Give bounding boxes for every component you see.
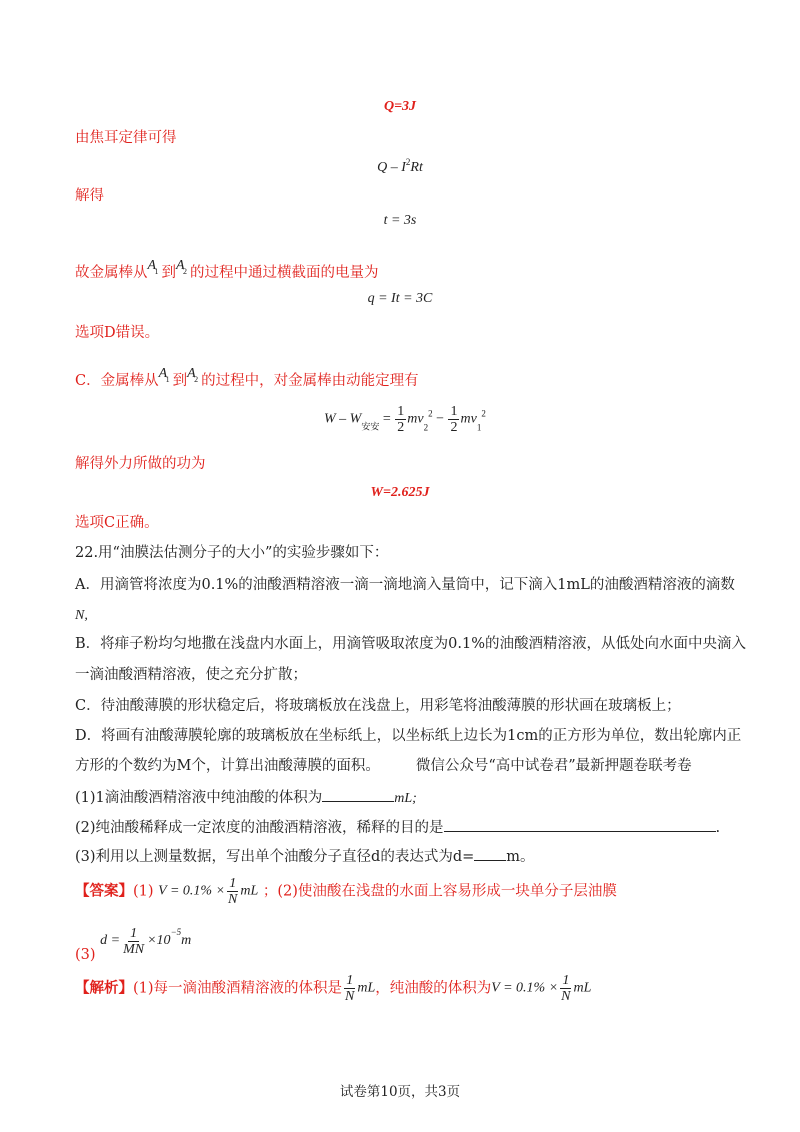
analysis-fraction-2: $\frac{1}{N}$ <box>561 973 571 1004</box>
page-footer: 试卷第10页，共3页 <box>339 1084 461 1100</box>
step-d-line2: 方形的个数约为M个，计算出油酸薄膜的面积。 微信公众号“高中试卷君”最新押题卷联考卷 <box>75 758 692 774</box>
step-b-line1: B．将痱子粉均匀地撒在浅盘内水面上，用滴管吸取浓度为0.1%的油酸酒精溶液，从低处向水面中央滴入 <box>75 636 746 652</box>
sub-question-1: (1)1滴油酸酒精溶液中纯油酸的体积为 mL; <box>75 787 417 809</box>
answer-line-1: 【答案】(1) V = 0.1% × $\frac{1}{N}$ mL ；(2)使油酸在浅盘的水面上容易形成一块单分子层油膜 <box>75 876 617 907</box>
answer-tag: 【答案】 <box>75 882 133 900</box>
blank-2[interactable] <box>444 817 716 832</box>
analysis-fraction-1: $\frac{1}{N}$ <box>345 973 355 1004</box>
sub-question-3: (3)利用以上测量数据，写出单个油酸分子直径d的表达式为d= m。 <box>75 846 535 867</box>
fraction-half-1: $\frac{1}{2}$ <box>397 404 405 435</box>
symbol-a2-c: A 2 <box>187 366 199 384</box>
text-option-c: 选项C正确。 <box>75 515 159 531</box>
question-intro: 22.用“油膜法估测分子的大小”的实验步骤如下： <box>75 545 389 561</box>
equation-w-value: W=2.625J <box>370 485 430 500</box>
equation-joule: Q – $I^2Rt$ <box>377 157 423 175</box>
text-jiede-1: 解得 <box>75 188 104 204</box>
answer-d-fraction: $\frac{1}{MN}$ <box>123 925 145 957</box>
blank-1[interactable] <box>322 787 394 802</box>
analysis-tag: 【解析】 <box>75 979 133 997</box>
text-option-c-process: C．金属棒从A 1 到A 2 的过程中，对金属棒由动能定理有 <box>75 366 419 389</box>
step-d-line1: D．将画有油酸薄膜轮廓的玻璃板放在坐标纸上，以坐标纸上边长为1cm的正方形为单位，数出轮廓内正 <box>75 728 742 744</box>
sub-question-2: (2)纯油酸稀释成一定浓度的油酸酒精溶液，稀释的目的是 . <box>75 817 720 838</box>
step-c-line1: C．待油酸薄膜的形状稳定后，将玻璃板放在浅盘上，用彩笔将油酸薄膜的形状画在玻璃板上； <box>75 698 681 714</box>
step-a-line1: A．用滴管将浓度为0.1%的油酸酒精溶液一滴一滴地滴入量筒中，记下滴入1mL的油酸酒精溶液的滴数 <box>75 577 735 593</box>
equation-t: t = 3s <box>383 213 417 228</box>
text-jiede-2: 解得外力所做的功为 <box>75 456 206 472</box>
step-a-line2: N, <box>75 608 88 623</box>
equation-q-charge: q = It = 3C <box>367 291 433 306</box>
equation-q-3j: Q=3J <box>383 99 417 114</box>
fraction-half-2: $\frac{1}{2}$ <box>450 404 458 435</box>
wechat-note: 微信公众号“高中试卷君”最新押题卷联考卷 <box>415 758 692 774</box>
equation-work-energy: W – $W_{安安}$ = $\frac{1}{2}$ $mv_2^2$ − $\frac{1}{2}$ $mv_1^2$ <box>324 404 486 435</box>
analysis-line: 【解析】(1)每一滴油酸酒精溶液的体积是 $\frac{1}{N}$ mL，纯油酸的体积为V = 0.1% × $\frac{1}{N}$ mL <box>75 973 592 1004</box>
symbol-a1-c: A 1 <box>158 366 170 384</box>
text-option-d: 选项D错误。 <box>75 325 160 341</box>
text-charge-process: 故金属棒从A 1 到A 2 的过程中通过横截面的电量为 <box>75 258 379 281</box>
blank-3[interactable] <box>474 846 506 861</box>
answer-line-3: (3) d = $\frac{1}{MN}$ $\times 10^{-5}m$ <box>75 925 192 963</box>
symbol-a2: A 2 <box>176 258 187 276</box>
step-b-line2: 一滴油酸酒精溶液，使之充分扩散； <box>75 667 307 683</box>
symbol-a1: A 1 <box>147 258 159 276</box>
answer-fraction: $\frac{1}{N}$ <box>228 876 238 907</box>
text-joule-law: 由焦耳定律可得 <box>75 130 177 146</box>
